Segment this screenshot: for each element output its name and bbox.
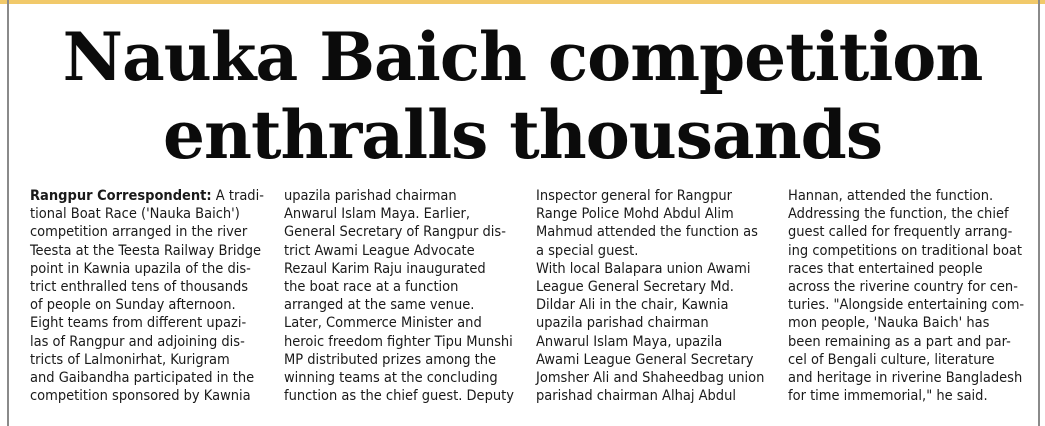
- column-text: A tradi-: [211, 188, 264, 204]
- column-line: arranged at the same venue.: [284, 297, 475, 314]
- column-line: of people on Sunday afternoon.: [30, 297, 236, 314]
- headline: [0, 18, 1045, 174]
- column-line: With local Balapara union Awami: [536, 260, 751, 277]
- column-line: trict Awami League Advocate: [284, 242, 475, 259]
- column-line: Range Police Mohd Abdul Alim: [536, 206, 734, 223]
- column-line: [30, 187, 270, 205]
- column-line: tricts of Lalmonirhat, Kurigram: [30, 351, 230, 368]
- column-line: winning teams at the concluding: [284, 370, 498, 387]
- column-line: and Gaibandha participated in the: [30, 370, 255, 387]
- top-accent-rule: [0, 0, 1045, 4]
- column-line: Dildar Ali in the chair, Kawnia: [536, 297, 729, 314]
- column-line: competition sponsored by Kawnia: [30, 388, 251, 405]
- column-line: upazila parishad chairman: [536, 315, 709, 332]
- article-column-1: [30, 187, 270, 405]
- column-line: Anwarul Islam Maya. Earlier,: [284, 206, 470, 223]
- column-line: turies. "Alongside entertaining com-: [788, 297, 1025, 314]
- column-line: heroic freedom fighter Tipu Munshi: [284, 333, 513, 350]
- column-line: a special guest.: [536, 242, 639, 259]
- column-line: Anwarul Islam Maya, upazila: [536, 333, 723, 350]
- article-column-4: [788, 187, 1028, 405]
- column-line: trict enthralled tens of thousands: [30, 279, 249, 296]
- column-line: MP distributed prizes among the: [284, 351, 497, 368]
- column-line: guest called for frequently arrang-: [788, 224, 1013, 241]
- column-line: parishad chairman Alhaj Abdul: [536, 388, 736, 405]
- column-line: Eight teams from different upazi-: [30, 315, 247, 332]
- column-line: Jomsher Ali and Shaheedbag union: [536, 370, 765, 387]
- column-line: mon people, 'Nauka Baich' has: [788, 315, 990, 332]
- column-line: Inspector general for Rangpur: [536, 188, 732, 204]
- column-line: races that entertained people: [788, 260, 983, 277]
- column-line: tional Boat Race ('Nauka Baich'): [30, 206, 240, 223]
- column-line: Teesta at the Teesta Railway Bridge: [30, 242, 262, 259]
- column-line: and heritage in riverine Bangladesh: [788, 370, 1023, 387]
- column-line: General Secretary of Rangpur dis-: [284, 224, 506, 241]
- column-line: ing competitions on traditional boat: [788, 242, 1023, 259]
- headline-line-2: enthralls thousands: [163, 96, 882, 174]
- byline: Rangpur Correspondent:: [30, 188, 212, 204]
- column-line: League General Secretary Md.: [536, 279, 734, 296]
- article-column-2: [284, 187, 524, 405]
- column-line: point in Kawnia upazila of the dis-: [30, 260, 251, 277]
- column-line: cel of Bengali culture, literature: [788, 351, 995, 368]
- column-line: across the riverine country for cen-: [788, 279, 1018, 296]
- column-line: Awami League General Secretary: [536, 351, 754, 368]
- headline-line-1: Nauka Baich competition: [62, 18, 983, 96]
- column-line: Later, Commerce Minister and: [284, 315, 482, 332]
- column-line: function as the chief guest. Deputy: [284, 388, 514, 405]
- column-line: for time immemorial," he said.: [788, 388, 988, 405]
- column-line: upazila parishad chairman: [284, 188, 457, 204]
- column-line: Rezaul Karim Raju inaugurated: [284, 260, 486, 277]
- article-column-3: [536, 187, 776, 405]
- column-line: been remaining as a part and par-: [788, 333, 1011, 350]
- column-line: las of Rangpur and adjoining dis-: [30, 333, 245, 350]
- column-line: Addressing the function, the chief: [788, 206, 1009, 223]
- column-line: the boat race at a function: [284, 279, 459, 296]
- column-line: Mahmud attended the function as: [536, 224, 758, 241]
- column-line: Hannan, attended the function.: [788, 188, 994, 204]
- column-line: competition arranged in the river: [30, 224, 248, 241]
